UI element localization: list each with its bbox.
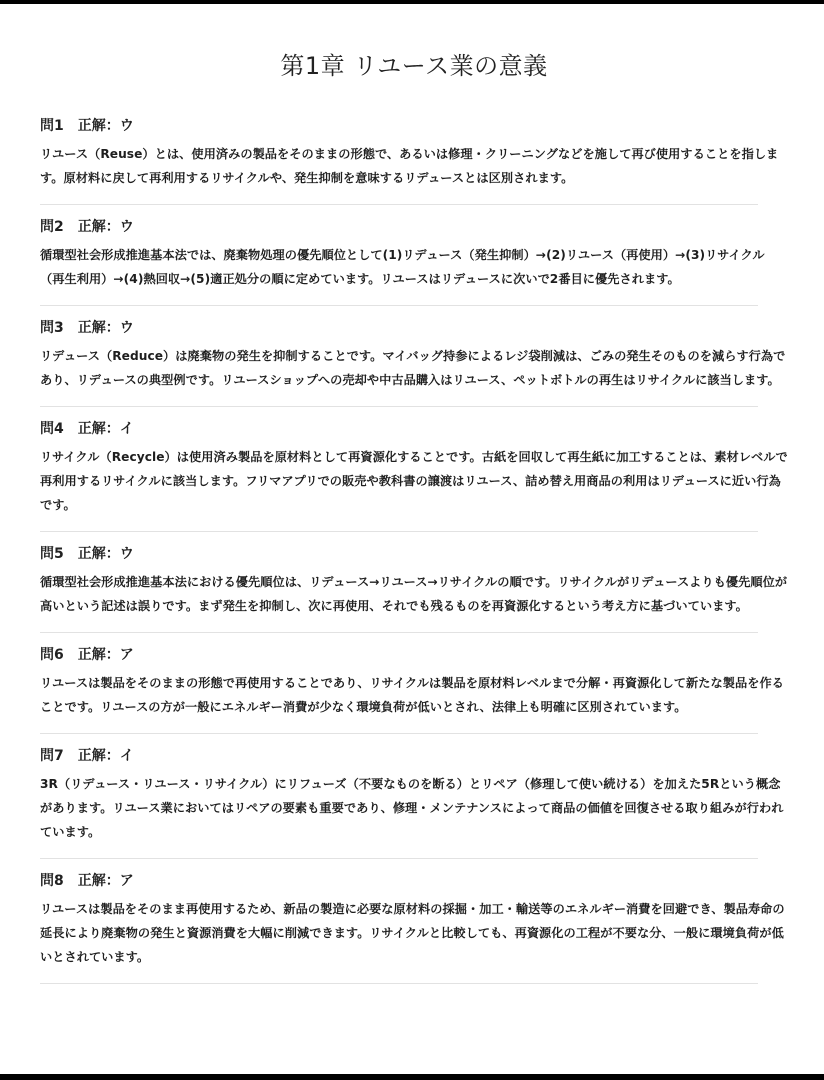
answer-list — [40, 116, 788, 984]
answer-heading — [40, 544, 758, 564]
question-number: 問3 — [40, 320, 64, 336]
answer-heading — [40, 217, 758, 237]
explanation-text: リサイクル（Recycle）は使用済み製品を原材料として再資源化することです。古紙を回収して再生紙に加工することは、素材レベルで再利用するリサイクルに該当します。フリマアプリでの販売や教科書の譲渡はリユース、詰め替え用商品の利用はリデュースに近い行為です。 — [40, 450, 788, 512]
explanation-text: 循環型社会形成推進基本法における優先順位は、リデュース→リユース→リサイクルの順です。リサイクルがリデュースよりも優先順位が高いという記述は誤りです。まず発生を抑制し、次に再使用、それでも残るものを再資源化するという考え方に基づいています。 — [40, 575, 788, 613]
page-title: 第1章 リユース業の意義 — [280, 52, 548, 80]
answer-item-3 — [40, 318, 786, 407]
correct-answer: 正解：イ — [77, 421, 134, 437]
answer-heading — [40, 318, 758, 338]
answer-item-8 — [40, 871, 785, 984]
correct-answer: 正解：ア — [77, 647, 134, 663]
answer-heading — [40, 116, 758, 136]
correct-answer: 正解：ウ — [77, 219, 134, 235]
answer-item-2 — [40, 217, 765, 306]
answer-heading — [40, 746, 758, 766]
question-number: 問1 — [40, 118, 64, 134]
answer-item-4 — [40, 419, 788, 532]
correct-answer: 正解：イ — [77, 748, 134, 764]
document-page — [0, 4, 824, 1074]
answer-item-5 — [40, 544, 788, 633]
bottom-edge — [0, 1074, 824, 1080]
answer-item-7 — [40, 746, 784, 859]
question-number: 問2 — [40, 219, 64, 235]
question-number: 問6 — [40, 647, 64, 663]
correct-answer: 正解：ウ — [77, 320, 134, 336]
explanation-text: リユースは製品をそのまま再使用するため、新品の製造に必要な原材料の採掘・加工・輸送等のエネルギー消費を回避でき、製品寿命の延長により廃棄物の発生と資源消費を大幅に削減できます。リサイクルと比較しても、再資源化の工程が不要な分、一般に環境負荷が低いとされています。 — [40, 902, 785, 964]
answer-item-1 — [40, 116, 779, 205]
question-number: 問7 — [40, 748, 64, 764]
explanation-text: 循環型社会形成推進基本法では、廃棄物処理の優先順位として(1)リデュース（発生抑制）→(2)リユース（再使用）→(3)リサイクル（再生利用）→(4)熱回収→(5)適正処分の順に定めています。リユースはリデュースに次いで2番目に優先されます。 — [40, 248, 765, 286]
explanation-text: リユース（Reuse）とは、使用済みの製品をそのままの形態で、あるいは修理・クリーニングなどを施して再び使用することを指します。原材料に戻して再利用するリサイクルや、発生抑制を意味するリデュースとは区別されます。 — [40, 147, 779, 185]
answer-item-6 — [40, 645, 784, 734]
explanation-text: リデュース（Reduce）は廃棄物の発生を抑制することです。マイバッグ持参によるレジ袋削減は、ごみの発生そのものを減らす行為であり、リデュースの典型例です。リユースショップへの売却や中古品購入はリユース、ペットボトルの再生はリサイクルに該当します。 — [40, 349, 786, 387]
correct-answer: 正解：ア — [77, 873, 134, 889]
answer-heading — [40, 419, 758, 439]
question-number: 問8 — [40, 873, 64, 889]
explanation-text: リユースは製品をそのままの形態で再使用することであり、リサイクルは製品を原材料レベルまで分解・再資源化して新たな製品を作ることです。リユースの方が一般にエネルギー消費が少なく環境負荷が低いとされ、法律上も明確に区別されています。 — [40, 676, 784, 714]
correct-answer: 正解：ウ — [77, 546, 134, 562]
question-number: 問5 — [40, 546, 64, 562]
answer-heading — [40, 645, 758, 665]
question-number: 問4 — [40, 421, 64, 437]
correct-answer: 正解：ウ — [77, 118, 134, 134]
explanation-text: 3R（リデュース・リユース・リサイクル）にリフューズ（不要なものを断る）とリペア（修理して使い続ける）を加えた5Rという概念があります。リユース業においてはリペアの要素も重要であり、修理・メンテナンスによって商品の価値を回復させる取り組みが行われています。 — [40, 777, 784, 839]
answer-heading — [40, 871, 758, 891]
